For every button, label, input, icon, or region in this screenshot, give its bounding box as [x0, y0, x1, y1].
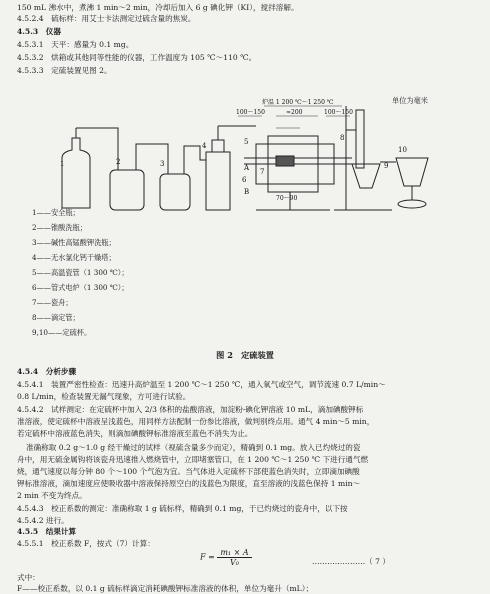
num-label: 4 [202, 142, 207, 150]
num-label: 2 [116, 158, 121, 166]
text-line-cut: F——校正系数，以 0.1 g 硫标样滴定消耗碘酸钾标准溶液的体积，单位为毫升（mL）； [17, 584, 314, 593]
text-line: 4.5.2.4 硫标样：用艾士卡法测定过硫含量的焦炭。 [17, 14, 196, 23]
num-label: 5 [244, 138, 249, 146]
legend-item: 7——瓷舟； [32, 298, 73, 307]
text-line: 准溶液，使定硫杯中溶液呈浅蓝色，用同样方法配制一份参比溶液，做判别终点用。通气 4 min～5 min， [17, 417, 375, 426]
num-label: 3 [160, 160, 165, 168]
legend-item: 6——管式电炉（1 300 ℃）； [32, 283, 129, 292]
furnace-label: 炉温 1 200 ℃～1 250 ℃ [262, 99, 334, 106]
legend-item: 4——无水氯化钙干燥塔； [32, 253, 116, 262]
formula-fraction [217, 548, 251, 567]
section-heading: 4.5.4 分析步骤 [17, 367, 77, 376]
text-line: 4.5.5.1 校正系数 F，按式（7）计算： [17, 539, 155, 548]
num-label: B [244, 188, 250, 196]
num-label: A [244, 164, 250, 172]
formula-lhs: F = [200, 552, 215, 562]
text-line: 4.5.3.2 烘箱或其他同等性能的仪器，工作温度为 105 ℃～110 ℃。 [17, 53, 257, 62]
legend-item: 8——滴定管； [32, 313, 80, 322]
num-label: 9 [384, 162, 389, 170]
figure-caption: 图 2 定硫装置 [216, 350, 274, 360]
text-line: 150 mL 沸水中，煮沸 1 min～2 min，冷却后加入 6 g 碘化钾（KI），搅拌溶解。 [17, 3, 299, 12]
dim-label: 70～90 [276, 195, 298, 202]
text-line: 4.5.3.3 定硫装置见图 2。 [17, 66, 112, 75]
legend-item: 9,10——定硫杯。 [32, 328, 92, 337]
text-line: 0.8 L/min，检查装置无漏气现象，方可进行试验。 [17, 392, 191, 401]
num-label: 10 [398, 146, 407, 154]
text-line: 烧，通气速度以每分钟 80 个～100 个气泡为宜。当气体进入定硫杯下部使蓝色消失时，立即滴加碘酸 [17, 467, 360, 476]
legend-item: 3——碱性高锰酸钾洗瓶； [32, 238, 116, 247]
num-label: 7 [260, 168, 265, 176]
dim-label: ≈200 [286, 109, 303, 116]
text-line: 2 min 不变为终点。 [17, 491, 87, 500]
num-label: 1 [60, 160, 65, 168]
legend-item: 5——高温瓷管（1 300 ℃）； [32, 268, 129, 277]
section-heading: 4.5.3 仪器 [17, 27, 61, 36]
formula [200, 548, 252, 567]
text-line: 式中： [17, 573, 40, 582]
text-line: 4.5.4.2 试样测定：在定硫杯中加入 2/3 体积的盐酸溶液，加淀粉-碘化钾溶液 10 mL，滴加碘酸钾标 [17, 405, 364, 414]
dim-label: 100～150 [236, 109, 265, 116]
dim-label: 100～150 [324, 109, 353, 116]
section-heading: 4.5.5 结果计算 [17, 527, 77, 536]
num-label: 8 [340, 134, 345, 142]
legend-item: 2——锥酸洗瓶； [32, 223, 87, 232]
text-line: 准确称取 0.2 g～1.0 g 经干燥过的试样（视硫含量多少而定），精确到 0.1 mg。放入已灼烧过的瓷 [26, 443, 361, 452]
formula-denominator: V₀ [230, 558, 240, 567]
unit-label: 单位为毫米 [392, 96, 428, 105]
legend-item: 1——安全瓶； [32, 208, 80, 217]
text-line: 4.5.4.3 校正系数的测定：准确称取 1 g 硫标样，精确到 0.1 mg，于已灼烧过的瓷舟中，以下按 [17, 504, 348, 513]
text-line: 舟中，用无硫金属钩将该瓷舟迅速推入燃烧管中，立即堵塞管口，在 1 200 ℃～1 250 ℃ 下进行通气燃 [17, 455, 369, 464]
text-line: 钾标准溶液，滴加速度应使吸收器中溶液保持原空白的浅蓝色为限度，直至溶液的浅蓝色保持 1 min～ [17, 479, 361, 488]
formula-numerator: m₁ × A [217, 548, 251, 558]
text-line: 若定硫杯中溶液蓝色消失，则滴加碘酸钾标准溶液至蓝色不消失为止。 [17, 429, 253, 438]
text-line: 4.5.4.1 装置严密性检查：迅速升高炉温至 1 200 ℃～1 250 ℃，通入氧气或空气，调节流速 0.7 L/min～ [17, 380, 386, 389]
text-line: 4.5.3.1 天平：感量为 0.1 mg。 [17, 40, 134, 49]
equation-number: …………………（ 7 ） [312, 557, 391, 566]
num-label: 6 [242, 176, 247, 184]
text-line: 4.5.4.2 进行。 [17, 516, 69, 525]
